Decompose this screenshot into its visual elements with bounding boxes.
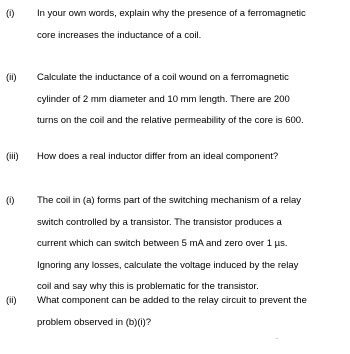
question-text: In your own words, explain why the presence of a ferromagnetic core increases the inductance of a coil. — [37, 8, 306, 41]
question-text: How does a real inductor differ from an ideal component? — [37, 151, 279, 162]
question-number: (ii) — [6, 295, 17, 306]
question-text: Calculate the inductance of a coil wound on a ferromagnetic cylinder of 2 mm diameter and 10 mm length. There are 200 turns on the coil and the relative permeability of the core is 600. — [37, 72, 304, 126]
question-number: (i) — [6, 195, 15, 206]
scan-speck — [276, 338, 278, 339]
question-number: (i) — [6, 8, 15, 19]
question-number: (iii) — [6, 151, 19, 162]
question-number: (ii) — [6, 72, 17, 83]
question-text: What component can be added to the relay circuit to prevent the problem observed in (b)(i)? — [37, 295, 307, 328]
question-text: The coil in (a) forms part of the switching mechanism of a relay switch controlled by a transistor. The transistor produces a current which can switch between 5 mA and zero over 1 µs. Ignoring any losses, calculate the voltage induced by the relay coil and say why this is problematic for the transistor. — [37, 195, 301, 292]
